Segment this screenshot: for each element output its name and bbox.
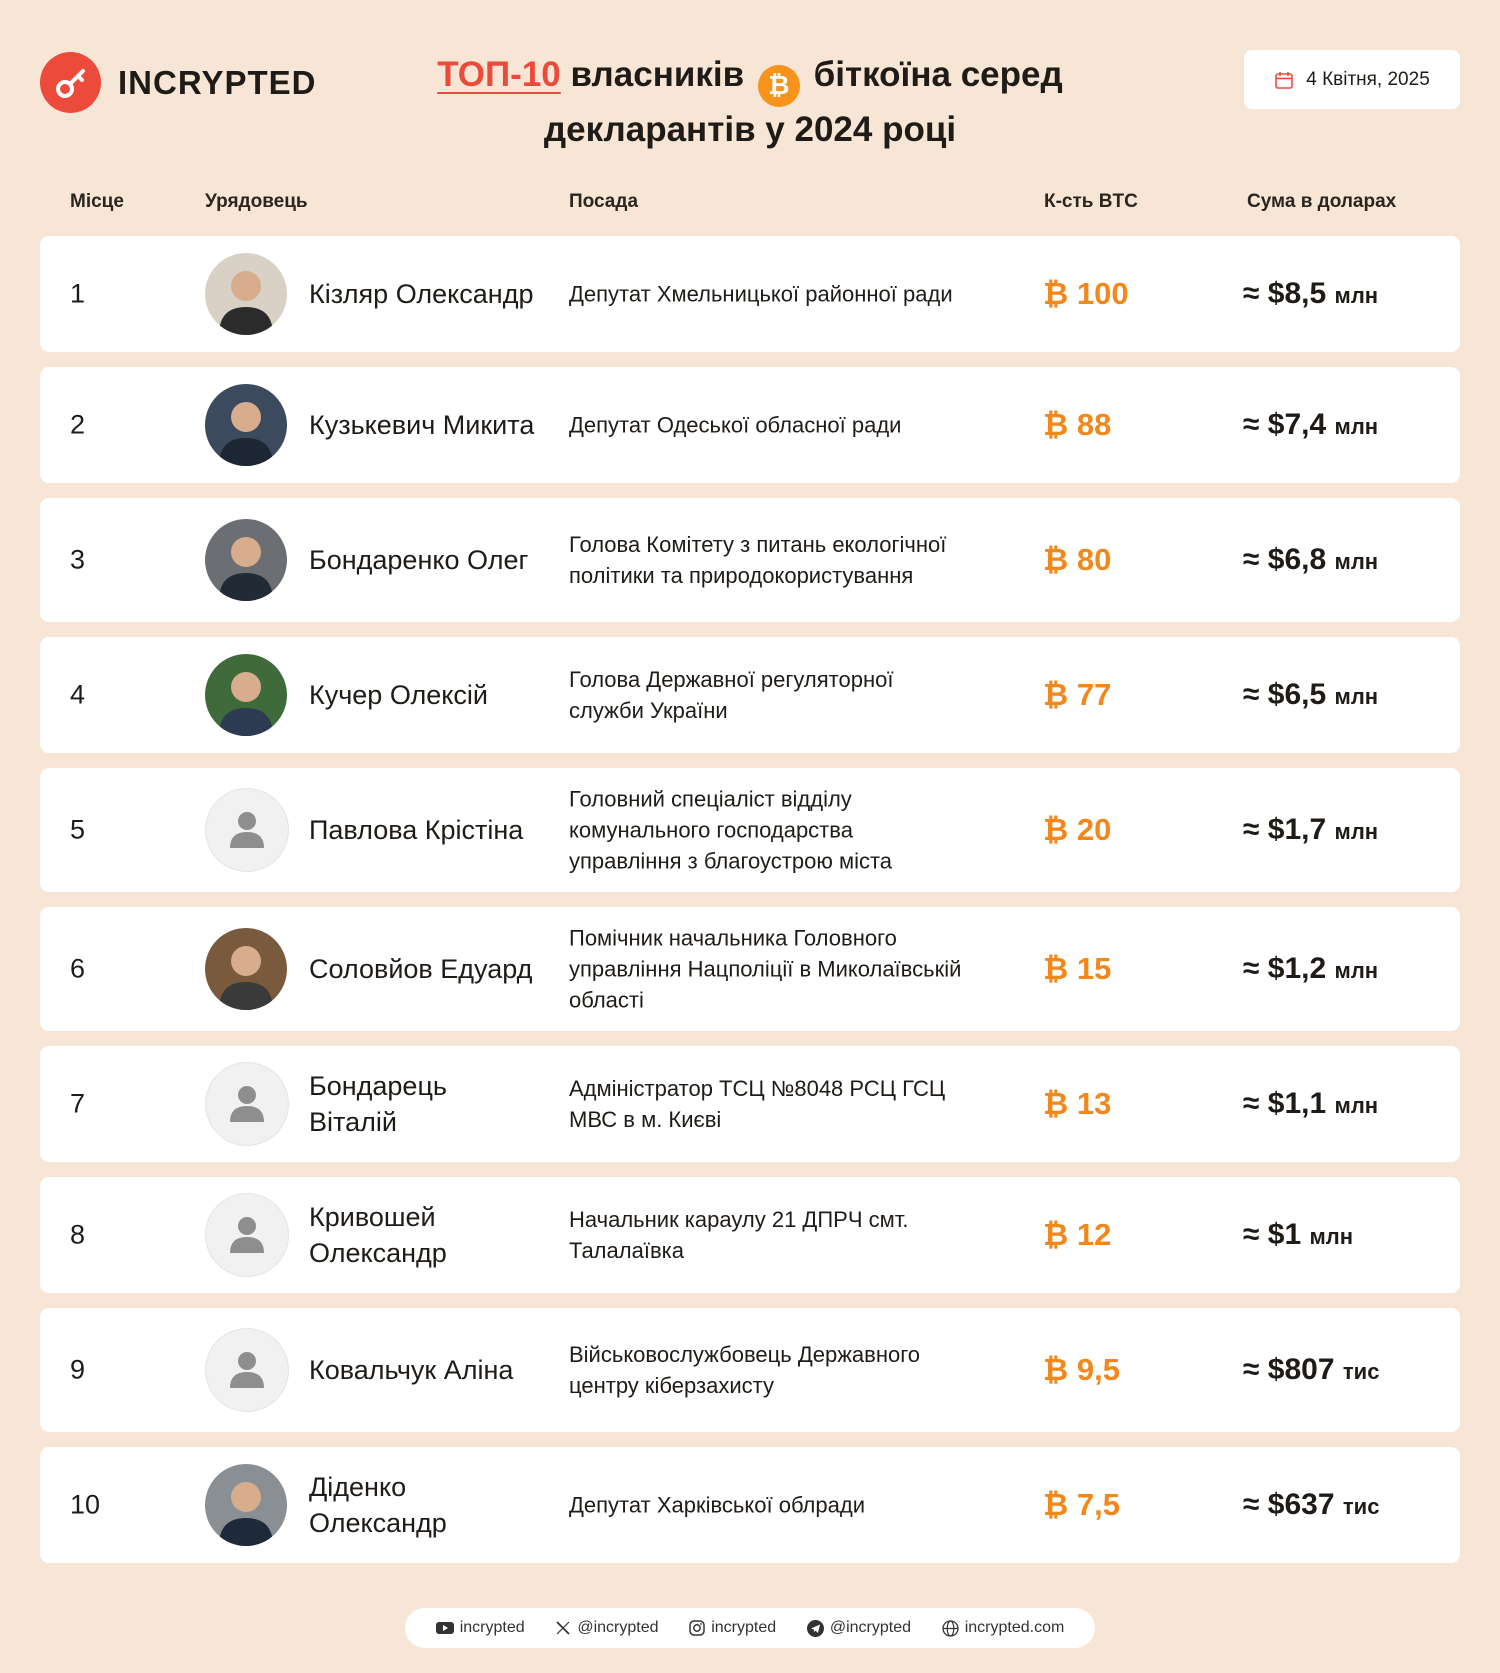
usd-value: ≈ $637 <box>1243 1488 1335 1521</box>
footer-youtube[interactable] <box>436 1619 525 1637</box>
official-position: Депутат Хмельницької районної ради <box>569 281 953 307</box>
btc-amount: ₿ 20 <box>1043 812 1112 847</box>
rank: 9 <box>70 1354 86 1385</box>
telegram-icon <box>807 1620 824 1637</box>
table-row <box>40 637 1460 753</box>
usd-unit: млн <box>1334 958 1379 983</box>
footer-instagram[interactable] <box>689 1619 776 1637</box>
official-name: Ковальчук Аліна <box>309 1355 514 1385</box>
official-position: Голова Комітету з питань екологічної політики та природокористування <box>569 532 947 588</box>
usd-unit: млн <box>1309 1224 1354 1249</box>
ranking-table <box>40 236 1460 1578</box>
page-title <box>400 52 1100 152</box>
usd-amount <box>1243 1353 1379 1387</box>
table-row <box>40 367 1460 483</box>
column-header-usd: Сума в доларах <box>1247 191 1397 212</box>
table-row <box>40 1447 1460 1563</box>
table-row <box>40 1177 1460 1293</box>
table-row <box>40 1046 1460 1162</box>
header <box>0 0 1500 160</box>
usd-unit: млн <box>1334 684 1379 709</box>
usd-amount <box>1243 1488 1379 1522</box>
usd-amount <box>1243 408 1378 442</box>
usd-unit: млн <box>1334 414 1379 439</box>
rank: 3 <box>70 544 86 575</box>
btc-amount: ₿ 88 <box>1043 407 1112 442</box>
footer-instagram-label: incrypted <box>711 1619 777 1636</box>
official-position: Адміністратор ТСЦ №8048 РСЦ ГСЦ МВС в м. Києві <box>569 1076 946 1132</box>
table-row <box>40 768 1460 892</box>
rank: 10 <box>70 1489 101 1520</box>
column-header-place: Місце <box>70 191 124 212</box>
usd-value: ≈ $1 <box>1243 1218 1302 1251</box>
usd-value: ≈ $7,4 <box>1243 408 1327 441</box>
title-line2: декларантів у 2024 році <box>543 109 957 149</box>
usd-unit: млн <box>1334 283 1379 308</box>
rank: 7 <box>70 1088 86 1119</box>
usd-unit: тис <box>1342 1494 1380 1519</box>
table-row <box>40 236 1460 352</box>
avatar <box>205 253 287 335</box>
avatar-placeholder-icon <box>205 1193 289 1277</box>
footer-x[interactable] <box>555 1619 658 1637</box>
usd-unit: млн <box>1334 1093 1379 1118</box>
official-position: Депутат Одеської обласної ради <box>569 412 902 438</box>
table-row <box>40 907 1460 1031</box>
avatar <box>205 1464 287 1546</box>
official-name: Бондарець Віталій <box>309 1071 447 1137</box>
usd-value: ≈ $807 <box>1243 1353 1335 1386</box>
usd-value: ≈ $1,7 <box>1243 813 1327 846</box>
usd-amount <box>1243 678 1378 712</box>
youtube-icon <box>436 1621 454 1635</box>
usd-unit: млн <box>1334 549 1379 574</box>
usd-amount <box>1243 1218 1353 1252</box>
column-header-official: Урядовець <box>205 191 308 212</box>
official-position: Військовослужбовець Державного центру кіберзахисту <box>569 1342 921 1398</box>
avatar-placeholder-icon <box>205 1328 289 1412</box>
social-footer <box>405 1608 1095 1648</box>
avatar <box>205 519 287 601</box>
avatar-placeholder-icon <box>205 1062 289 1146</box>
instagram-icon <box>689 1620 705 1636</box>
rank: 1 <box>70 278 86 309</box>
official-name: Бондаренко Олег <box>309 545 529 575</box>
calendar-icon <box>1274 70 1294 90</box>
globe-icon <box>942 1620 959 1637</box>
usd-amount <box>1243 952 1378 986</box>
footer-website-label: incrypted.com <box>964 1619 1065 1636</box>
usd-amount <box>1243 1087 1378 1121</box>
footer-youtube-label: incrypted <box>459 1619 525 1636</box>
rank: 2 <box>70 409 86 440</box>
usd-unit: тис <box>1342 1359 1380 1384</box>
rank: 5 <box>70 814 86 845</box>
official-name: Павлова Крістіна <box>309 815 524 845</box>
bitcoin-icon: ₿ <box>758 65 800 107</box>
column-header-position: Посада <box>569 191 639 212</box>
btc-amount: ₿ 100 <box>1043 276 1129 311</box>
table-row <box>40 1308 1460 1432</box>
usd-value: ≈ $6,5 <box>1243 678 1327 711</box>
date-badge <box>1244 50 1460 109</box>
official-name: Соловйов Едуард <box>309 954 533 984</box>
btc-amount: ₿ 13 <box>1043 1086 1112 1121</box>
title-part2: біткоїна серед <box>813 55 1063 94</box>
official-position: Голова Державної регуляторної служби України <box>569 667 894 723</box>
usd-amount <box>1243 543 1378 577</box>
usd-value: ≈ $8,5 <box>1243 277 1327 310</box>
footer-telegram-label: @incrypted <box>829 1619 911 1636</box>
avatar <box>205 928 287 1010</box>
column-header-btc: К-сть BTC <box>1044 191 1138 212</box>
btc-amount: ₿ 7,5 <box>1043 1487 1120 1522</box>
rank: 4 <box>70 679 86 710</box>
official-name: Кізляр Олександр <box>309 279 534 309</box>
official-name: Діденко Олександр <box>309 1472 447 1538</box>
usd-amount <box>1243 277 1378 311</box>
date-text: 4 Квітня, 2025 <box>1306 68 1430 90</box>
brand-name: INCRYPTED <box>118 63 317 101</box>
usd-value: ≈ $1,2 <box>1243 952 1327 985</box>
footer-telegram[interactable] <box>807 1619 911 1637</box>
usd-unit: млн <box>1334 819 1379 844</box>
usd-value: ≈ $6,8 <box>1243 543 1327 576</box>
official-position: Помічник начальника Головного управління Нацполіції в Миколаївській області <box>569 925 962 1013</box>
official-position: Начальник караулу 21 ДПРЧ смт. Талалаївка <box>569 1207 909 1263</box>
avatar <box>205 654 287 736</box>
btc-amount: ₿ 12 <box>1043 1217 1112 1252</box>
rank: 6 <box>70 953 86 984</box>
rank: 8 <box>70 1219 86 1250</box>
official-position: Головний спеціаліст відділу комунального господарства управління з благоустрою міста <box>569 786 893 874</box>
official-name: Кривошей Олександр <box>309 1202 447 1268</box>
btc-amount: ₿ 80 <box>1043 542 1112 577</box>
btc-amount: ₿ 15 <box>1043 951 1112 986</box>
title-highlight: ТОП-10 <box>437 55 561 94</box>
official-name: Кучер Олексій <box>309 680 488 710</box>
avatar-placeholder-icon <box>205 788 289 872</box>
x-icon <box>555 1620 571 1636</box>
usd-amount <box>1243 813 1378 847</box>
official-position: Депутат Харківської облради <box>569 1492 865 1518</box>
official-name: Кузькевич Микита <box>309 410 535 440</box>
avatar <box>205 384 287 466</box>
btc-amount: ₿ 77 <box>1043 677 1112 712</box>
title-part1: власників <box>570 55 745 94</box>
key-icon <box>40 52 101 113</box>
table-row <box>40 498 1460 622</box>
footer-x-label: @incrypted <box>577 1619 659 1636</box>
brand-logo[interactable] <box>40 52 316 113</box>
footer-website[interactable] <box>942 1619 1065 1637</box>
usd-value: ≈ $1,1 <box>1243 1087 1327 1120</box>
btc-amount: ₿ 9,5 <box>1043 1352 1120 1387</box>
